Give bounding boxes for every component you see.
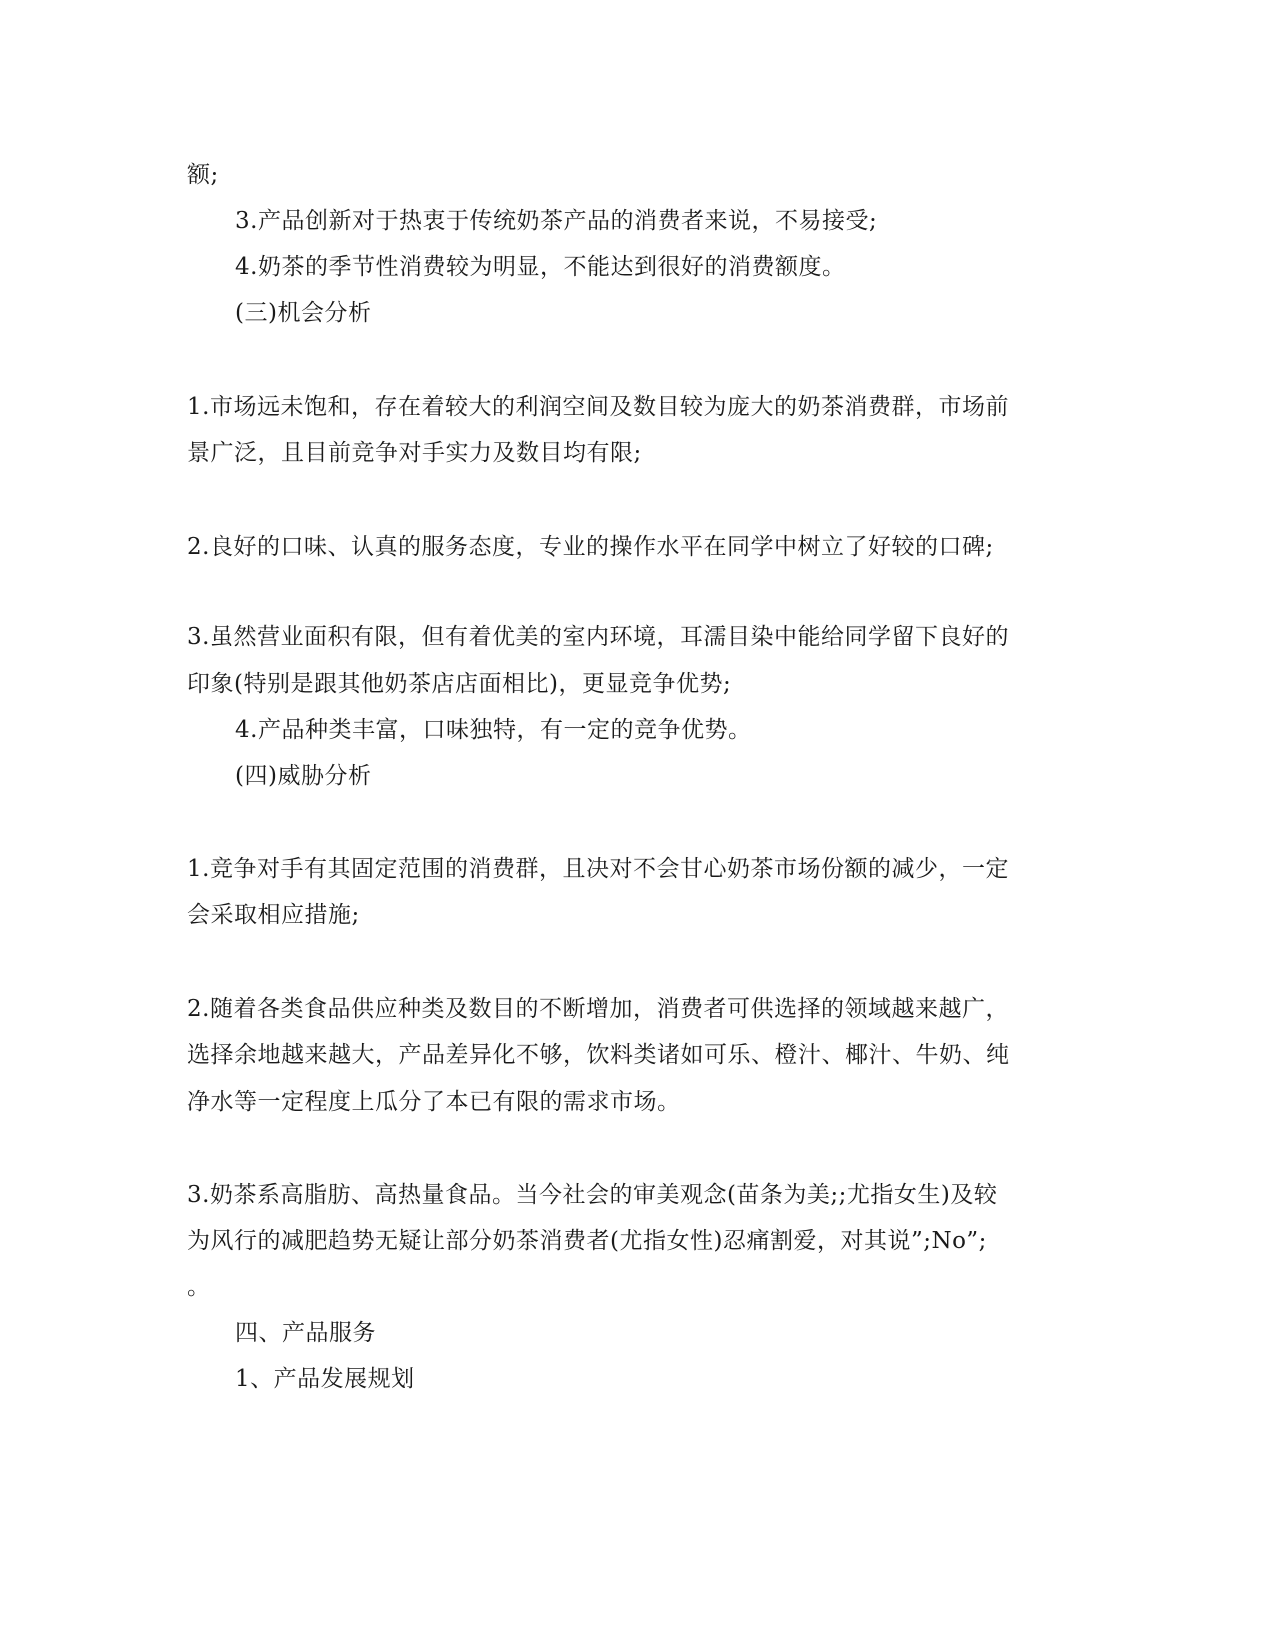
text-line: 额;: [187, 162, 219, 188]
section-heading: 四、产品服务: [235, 1320, 376, 1346]
text-line: 选择余地越来越大，产品差异化不够，饮料类诸如可乐、橙汁、椰汁、牛奶、纯: [187, 1042, 1010, 1068]
text-line: 会采取相应措施;: [187, 902, 360, 928]
text-line: 2.良好的口味、认真的服务态度，专业的操作水平在同学中树立了好较的口碑;: [187, 534, 994, 560]
text-line: 4.产品种类丰富，口味独特，有一定的竞争优势。: [235, 717, 752, 743]
text-line: 。: [187, 1274, 211, 1300]
text-line: 印象(特别是跟其他奶茶店店面相比)，更显竞争优势;: [187, 671, 732, 697]
text-line: 3.虽然营业面积有限，但有着优美的室内环境，耳濡目染中能给同学留下良好的: [187, 624, 1009, 650]
subsection-heading: 1、产品发展规划: [235, 1366, 415, 1392]
text-line: 净水等一定程度上瓜分了本已有限的需求市场。: [187, 1089, 681, 1115]
text-line: 1.竞争对手有其固定范围的消费群，且决对不会甘心奶茶市场份额的减少，一定: [187, 856, 1009, 882]
text-line: 2.随着各类食品供应种类及数目的不断增加，消费者可供选择的领域越来越广，: [187, 996, 1009, 1022]
text-line: 3.产品创新对于热衷于传统奶茶产品的消费者来说，不易接受;: [235, 208, 878, 234]
text-line: 3.奶茶系高脂肪、高热量食品。当今社会的审美观念(苗条为美;;尤指女生)及较: [187, 1182, 998, 1208]
text-line: 4.奶茶的季节性消费较为明显，不能达到很好的消费额度。: [235, 254, 846, 280]
text-line: 为风行的减肥趋势无疑让部分奶茶消费者(尤指女性)忍痛割爱，对其说”;No”;: [187, 1228, 987, 1254]
section-heading: (四)威胁分析: [235, 763, 372, 789]
section-heading: (三)机会分析: [235, 300, 372, 326]
text-line: 1.市场远未饱和，存在着较大的利润空间及数目较为庞大的奶茶消费群，市场前: [187, 394, 1009, 420]
text-line: 景广泛，且目前竞争对手实力及数目均有限;: [187, 440, 642, 466]
